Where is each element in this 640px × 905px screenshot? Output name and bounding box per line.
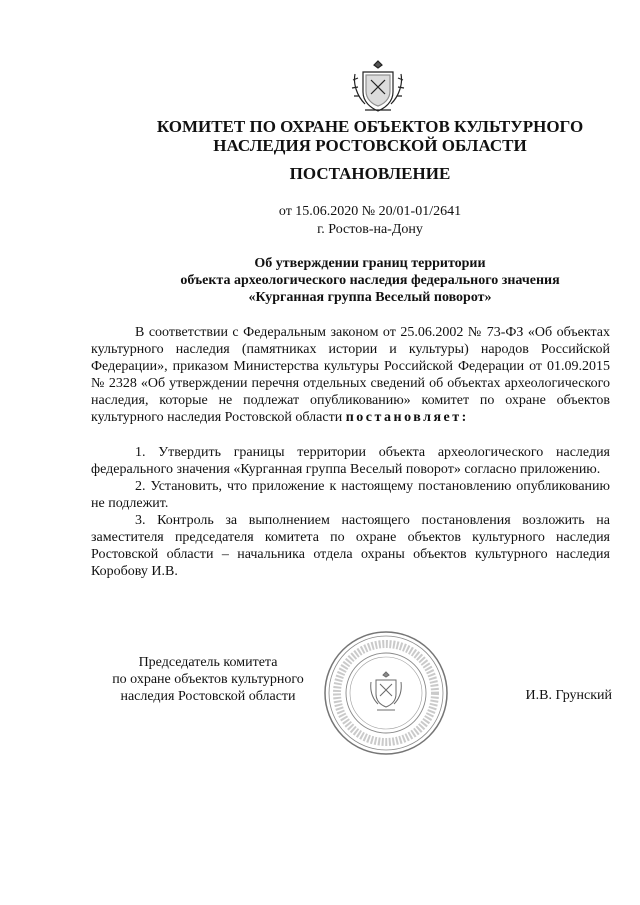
signer-title-line-3: наследия Ростовской области bbox=[120, 689, 296, 704]
subject-line-1: Об утверждении границ территории bbox=[254, 256, 486, 271]
preamble-text: В соответствии с Федеральным законом от 25.06.2002 № 73-ФЗ «Об объектах культурного наследия (памятниках истории и культуры) народов Российской Федерации», приказом Министерства культуры Российской Федерации от 01.09.2015 № 2328 «Об утверждении перечня отдельных сведений об объектах археологического наследия, которые не подлежат опубликованию» комитет по охране объектов культурного наследия Ростовской области bbox=[91, 325, 610, 425]
document-body bbox=[91, 324, 610, 580]
organization-line-2: НАСЛЕДИЯ РОСТОВСКОЙ ОБЛАСТИ bbox=[213, 136, 527, 155]
document-type: ПОСТАНОВЛЕНИЕ bbox=[289, 164, 451, 183]
coat-of-arms-icon bbox=[349, 58, 407, 116]
signer-name: И.В. Грунский bbox=[525, 688, 612, 703]
subject-line-3: «Курганная группа Веселый поворот» bbox=[248, 290, 492, 305]
date-number: от 15.06.2020 № 20/01-01/2641 bbox=[278, 204, 462, 219]
official-seal-icon bbox=[321, 628, 451, 758]
signer-title-line-2: по охране объектов культурного bbox=[112, 672, 304, 687]
signer-title bbox=[88, 654, 328, 705]
document-meta bbox=[0, 203, 640, 239]
subject-line-2: объекта археологического наследия федерального значения bbox=[180, 273, 560, 288]
item-1: 1. Утвердить границы территории объекта археологического наследия федерального значения «Курганная группа Веселый поворот» согласно приложению. bbox=[91, 445, 610, 477]
organization-line-1: КОМИТЕТ ПО ОХРАНЕ ОБЪЕКТОВ КУЛЬТУРНОГО bbox=[156, 117, 584, 136]
item-3: 3. Контроль за выполнением настоящего постановления возложить на заместителя председателя комитета по охране объектов культурного наследия Ростовской области – начальника отдела охраны объектов культурного наследия Коробову И.В. bbox=[91, 513, 610, 579]
city: г. Ростов-на-Дону bbox=[317, 222, 423, 237]
organization-title bbox=[0, 117, 640, 155]
document-subject bbox=[0, 255, 640, 306]
item-2: 2. Установить, что приложение к настоящему постановлению опубликованию не подлежит. bbox=[91, 479, 610, 511]
signer-title-line-1: Председатель комитета bbox=[138, 655, 278, 670]
resolves-word: постановляет: bbox=[345, 410, 469, 425]
preamble-paragraph bbox=[91, 324, 610, 426]
